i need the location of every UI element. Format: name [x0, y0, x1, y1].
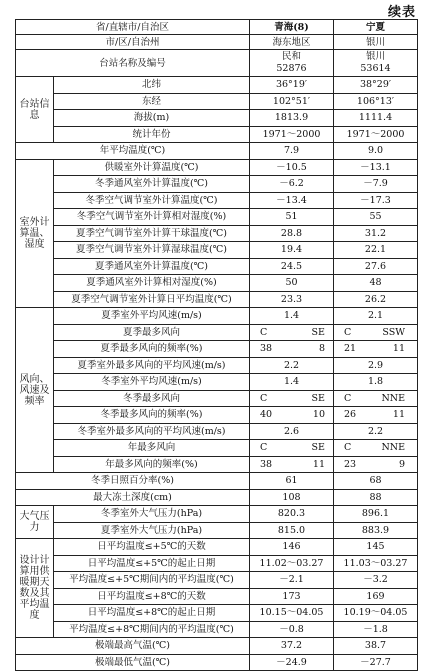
- cell-value: 173: [250, 588, 334, 605]
- table-row: [16, 489, 418, 506]
- row-label: 平均温度≤+5℃期间内的平均温度(℃): [54, 572, 250, 589]
- row-label: 夏季通风室外计算温度(℃): [54, 258, 250, 275]
- cell-value: 11: [392, 409, 405, 421]
- category-heating: 设计计算用供暖期天数及其平均温度: [16, 539, 54, 638]
- province-ningxia: 宁夏: [334, 20, 418, 35]
- cell-value: 8: [318, 343, 325, 355]
- station-code: 52876: [276, 63, 307, 74]
- row-label: 供暖室外计算温度(℃): [54, 159, 250, 176]
- cell-value: 61: [250, 473, 334, 490]
- cell-value: 169: [334, 588, 418, 605]
- cell-value: 9: [398, 458, 405, 470]
- cell-pair: [334, 341, 418, 358]
- province-label: 省/直辖市/自治区: [16, 20, 250, 35]
- row-label: 冬季通风室外计算温度(℃): [54, 176, 250, 193]
- cell-value: SE: [311, 326, 325, 338]
- cell-value: 2.9: [334, 357, 418, 374]
- cell-value: 883.9: [334, 522, 418, 539]
- cell-pair: [334, 440, 418, 457]
- cell-value: 24.5: [250, 258, 334, 275]
- row-label: 冬季日照百分率(%): [16, 473, 250, 490]
- table-row: [16, 143, 418, 160]
- cell-value: 1.4: [250, 374, 334, 391]
- cell-value: 26.2: [334, 291, 418, 308]
- table-row: [16, 291, 418, 308]
- cell-pair: [250, 456, 334, 473]
- cell-value: 106°13′: [334, 93, 418, 110]
- cell-pair: [334, 407, 418, 424]
- table-row: [16, 572, 418, 589]
- table-row: [16, 539, 418, 556]
- table-row: [16, 242, 418, 259]
- row-label: 夏季空气调节室外计算湿球温度(℃): [54, 242, 250, 259]
- cell-value: NNE: [381, 392, 405, 404]
- table-row: [16, 20, 418, 35]
- cell-value: －0.8: [250, 621, 334, 638]
- cell-value: 10.19～04.05: [334, 605, 418, 622]
- cell-value: －13.4: [250, 192, 334, 209]
- cell-pair: [250, 440, 334, 457]
- city-haidong: 海东地区: [250, 35, 334, 50]
- table-row: [16, 506, 418, 523]
- cell-pair: [334, 324, 418, 341]
- row-label: 冬季最多风向: [54, 390, 250, 407]
- station-code: 53614: [360, 63, 391, 74]
- table-row: [16, 93, 418, 110]
- table-row: [16, 176, 418, 193]
- table-row: [16, 341, 418, 358]
- table-row: [16, 654, 418, 671]
- cell-value: 48: [334, 275, 418, 292]
- cell-value: 2.1: [334, 308, 418, 325]
- row-label: 夏季空气调节室外计算干球温度(℃): [54, 225, 250, 242]
- table-row: [16, 588, 418, 605]
- cell-value: 88: [334, 489, 418, 506]
- cell-value: －1.8: [334, 621, 418, 638]
- cell-value: 11.03～03.27: [334, 555, 418, 572]
- cell-value: C: [260, 392, 268, 404]
- cell-value: 146: [250, 539, 334, 556]
- cell-value: 1971～2000: [334, 126, 418, 143]
- table-row: [16, 258, 418, 275]
- cell-value: 22.1: [334, 242, 418, 259]
- cell-value: 21: [344, 343, 357, 355]
- climate-data-table: [15, 19, 418, 671]
- cell-value: 1.4: [250, 308, 334, 325]
- cell-value: －27.7: [334, 654, 418, 671]
- cell-value: 820.3: [250, 506, 334, 523]
- table-row: [16, 308, 418, 325]
- cell-value: －3.2: [334, 572, 418, 589]
- cell-pair: [334, 390, 418, 407]
- row-label: 年平均温度(℃): [16, 143, 250, 160]
- category-outdoor-temp: 室外计算温、湿度: [16, 159, 54, 308]
- row-label: 夏季通风室外计算相对湿度(%): [54, 275, 250, 292]
- table-row: [16, 374, 418, 391]
- cell-value: SE: [311, 392, 325, 404]
- table-row: [16, 225, 418, 242]
- table-row: [16, 324, 418, 341]
- table-row: [16, 621, 418, 638]
- table-row: [16, 423, 418, 440]
- row-label: 统计年份: [54, 126, 250, 143]
- cell-value: －13.1: [334, 159, 418, 176]
- table-row: [16, 407, 418, 424]
- cell-value: C: [260, 326, 268, 338]
- cell-value: 896.1: [334, 506, 418, 523]
- row-label: 夏季室外平均风速(m/s): [54, 308, 250, 325]
- row-label: 海拔(m): [54, 110, 250, 127]
- row-label: 夏季空气调节室外计算日平均温度(℃): [54, 291, 250, 308]
- station-name: 民和: [281, 51, 301, 62]
- row-label: 最大冻土深度(cm): [16, 489, 250, 506]
- row-label: 极端最高气温(℃): [16, 638, 250, 655]
- cell-value: 2.2: [334, 423, 418, 440]
- table-row: [16, 275, 418, 292]
- cell-value: －10.5: [250, 159, 334, 176]
- cell-value: 108: [250, 489, 334, 506]
- table-row: [16, 440, 418, 457]
- table-row: [16, 126, 418, 143]
- cell-pair: [250, 324, 334, 341]
- cell-value: 37.2: [250, 638, 334, 655]
- cell-value: 2.2: [250, 357, 334, 374]
- cell-pair: [334, 456, 418, 473]
- category-wind: 风向、风速及频率: [16, 308, 54, 473]
- table-row: [16, 209, 418, 226]
- station-minhe: [250, 50, 334, 77]
- cell-value: 38.7: [334, 638, 418, 655]
- cell-value: 10: [312, 409, 325, 421]
- cell-value: －24.9: [250, 654, 334, 671]
- cell-value: 1971～2000: [250, 126, 334, 143]
- cell-value: －7.9: [334, 176, 418, 193]
- cell-value: 28.8: [250, 225, 334, 242]
- row-label: 东经: [54, 93, 250, 110]
- cell-value: 10.15～04.05: [250, 605, 334, 622]
- cell-value: 7.9: [250, 143, 334, 160]
- table-row: [16, 638, 418, 655]
- row-label: 日平均温度≤+5℃的天数: [54, 539, 250, 556]
- row-label: 夏季最多风向的频率(%): [54, 341, 250, 358]
- row-label: 日平均温度≤+8℃的天数: [54, 588, 250, 605]
- table-row: [16, 77, 418, 94]
- cell-value: 11: [312, 458, 325, 470]
- row-label: 冬季室外大气压力(hPa): [54, 506, 250, 523]
- cell-value: 1.8: [334, 374, 418, 391]
- table-row: [16, 555, 418, 572]
- cell-value: 38: [260, 343, 273, 355]
- cell-value: C: [260, 442, 268, 454]
- row-label: 日平均温度≤+5℃的起止日期: [54, 555, 250, 572]
- station-yinchuan: [334, 50, 418, 77]
- row-label: 平均温度≤+8℃期间内的平均温度(℃): [54, 621, 250, 638]
- cell-value: C: [344, 326, 352, 338]
- row-label: 夏季室外最多风向的平均风速(m/s): [54, 357, 250, 374]
- cell-value: 27.6: [334, 258, 418, 275]
- row-label: 日平均温度≤+8℃的起止日期: [54, 605, 250, 622]
- cell-value: 23.3: [250, 291, 334, 308]
- cell-value: －6.2: [250, 176, 334, 193]
- row-label: 年最多风向: [54, 440, 250, 457]
- table-row: [16, 357, 418, 374]
- row-label: 年最多风向的频率(%): [54, 456, 250, 473]
- cell-value: 1111.4: [334, 110, 418, 127]
- table-row: [16, 473, 418, 490]
- station-label: 台站名称及编号: [16, 50, 250, 77]
- cell-value: 9.0: [334, 143, 418, 160]
- row-label: 冬季空气调节室外计算温度(℃): [54, 192, 250, 209]
- city-yinchuan: 银川: [334, 35, 418, 50]
- row-label: 北纬: [54, 77, 250, 94]
- cell-value: 51: [250, 209, 334, 226]
- row-label: 冬季室外最多风向的平均风速(m/s): [54, 423, 250, 440]
- cell-pair: [250, 390, 334, 407]
- station-name: 银川: [365, 51, 385, 62]
- cell-value: 815.0: [250, 522, 334, 539]
- category-station-info: 台站信息: [16, 77, 54, 143]
- cell-value: C: [344, 392, 352, 404]
- cell-value: －2.1: [250, 572, 334, 589]
- table-row: [16, 35, 418, 50]
- table-row: [16, 159, 418, 176]
- cell-value: 50: [250, 275, 334, 292]
- cell-pair: [250, 341, 334, 358]
- cell-value: 102°51′: [250, 93, 334, 110]
- row-label: 极端最低气温(℃): [16, 654, 250, 671]
- cell-value: 11.02～03.27: [250, 555, 334, 572]
- cell-value: 145: [334, 539, 418, 556]
- cell-value: 31.2: [334, 225, 418, 242]
- cell-value: 38: [260, 458, 273, 470]
- table-row: [16, 522, 418, 539]
- cell-value: 11: [392, 343, 405, 355]
- cell-value: SSW: [382, 326, 405, 338]
- cell-value: C: [344, 442, 352, 454]
- cell-value: 36°19′: [250, 77, 334, 94]
- table-row: [16, 605, 418, 622]
- cell-value: 38°29′: [334, 77, 418, 94]
- table-row: [16, 50, 418, 77]
- row-label: 冬季空气调节室外计算相对湿度(%): [54, 209, 250, 226]
- row-label: 夏季最多风向: [54, 324, 250, 341]
- category-pressure: 大气压力: [16, 506, 54, 539]
- cell-value: SE: [311, 442, 325, 454]
- city-label: 市/区/自治州: [16, 35, 250, 50]
- cell-value: 26: [344, 409, 357, 421]
- cell-value: －17.3: [334, 192, 418, 209]
- cell-value: 23: [344, 458, 357, 470]
- cell-value: 2.6: [250, 423, 334, 440]
- table-row: [16, 456, 418, 473]
- cell-value: NNE: [381, 442, 405, 454]
- cell-value: 1813.9: [250, 110, 334, 127]
- row-label: 冬季室外平均风速(m/s): [54, 374, 250, 391]
- cell-pair: [250, 407, 334, 424]
- row-label: 夏季室外大气压力(hPa): [54, 522, 250, 539]
- cell-value: 19.4: [250, 242, 334, 259]
- province-qinghai: 青海(8): [250, 20, 334, 35]
- cell-value: 68: [334, 473, 418, 490]
- continued-label: 续表: [387, 5, 416, 20]
- table-row: [16, 110, 418, 127]
- table-row: [16, 192, 418, 209]
- table-row: [16, 390, 418, 407]
- cell-value: 55: [334, 209, 418, 226]
- row-label: 冬季最多风向的频率(%): [54, 407, 250, 424]
- cell-value: 40: [260, 409, 273, 421]
